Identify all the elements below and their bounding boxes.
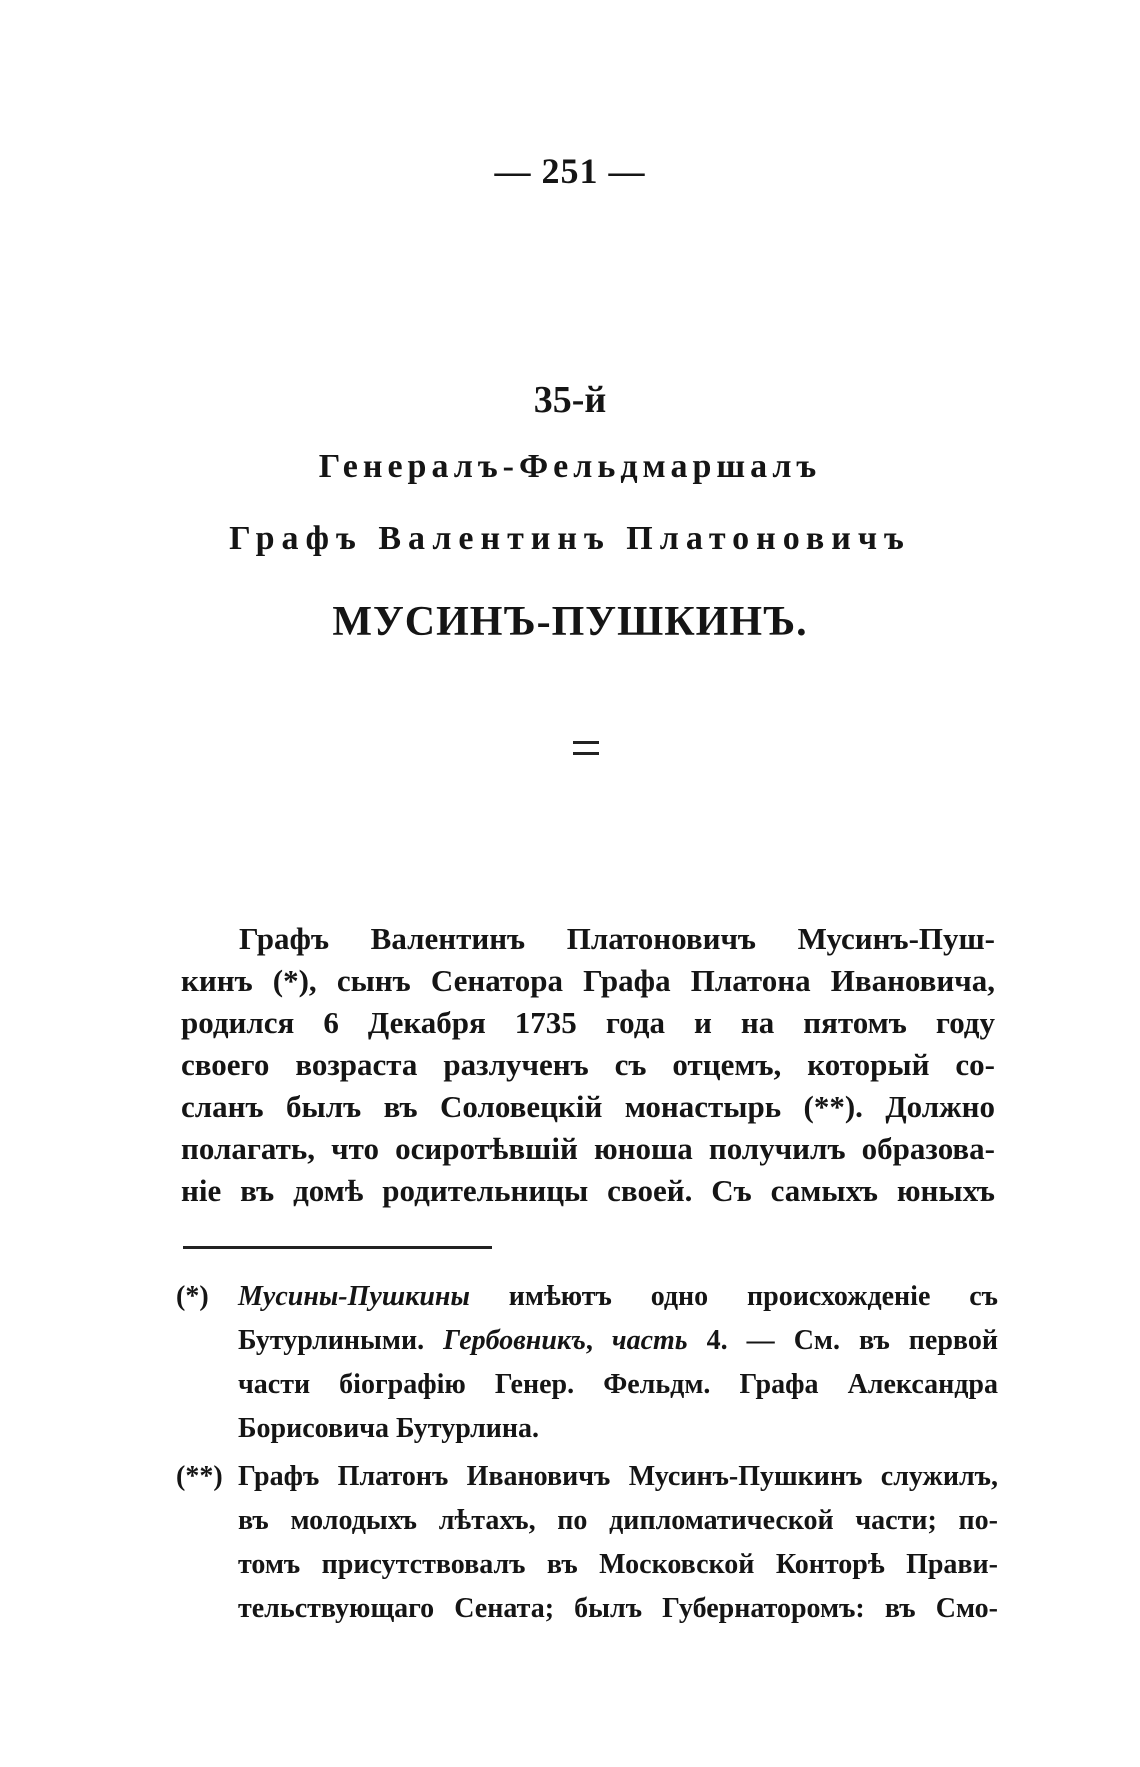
body-line: кинъ (*), сынъ Сенатора Графа Платона Ивановича, (181, 963, 995, 998)
body-line: сланъ былъ въ Соловецкій монастырь (**). Должно (181, 1089, 995, 1124)
footnote-marker: (**) (176, 1461, 223, 1492)
footnote-2 (176, 1455, 998, 1631)
body-paragraph (181, 918, 995, 1212)
footnote-1 (176, 1275, 998, 1451)
footnote-separator (183, 1246, 492, 1249)
body-line: своего возраста разлученъ съ отцемъ, который со- (181, 1047, 995, 1082)
footnotes (176, 1275, 998, 1631)
footnote-line: Бутурлиными. Гербовникъ, часть 4. — См. въ первой (238, 1325, 998, 1356)
body-line: ніе въ домѣ родительницы своей. Съ самыхъ юныхъ (181, 1173, 995, 1208)
body-line: полагать, что осиротѣвшій юноша получилъ образова- (181, 1131, 995, 1166)
footnote-marker: (*) (176, 1281, 209, 1312)
footnote-line: тельствующаго Сената; былъ Губернаторомъ: въ Смо- (238, 1593, 998, 1624)
footnote-line: части біографію Генер. Фельдм. Графа Александра (238, 1369, 998, 1400)
person-surname: МУСИНЪ-ПУШКИНЪ. (332, 599, 808, 645)
page-number: — 251 — (494, 151, 646, 191)
footnote-line: въ молодыхъ лѣтахъ, по дипломатической части; по- (238, 1505, 998, 1536)
body-line: родился 6 Декабря 1735 года и на пятомъ году (181, 1005, 995, 1040)
section-divider (573, 741, 599, 755)
person-full-name: Графъ Валентинъ Платоновичъ (229, 520, 911, 557)
body-line: Графъ Валентинъ Платоновичъ Мусинъ-Пуш- (239, 921, 995, 956)
footnote-line: Мусины-Пушкины имѣютъ одно происхожденіе съ (238, 1281, 998, 1312)
footnote-line: томъ присутствовалъ въ Московской Конторѣ Прави- (238, 1549, 998, 1580)
footnote-line: Борисовича Бутурлина. (238, 1413, 540, 1444)
rank-title: Генералъ-Фельдмаршалъ (318, 448, 822, 485)
footnote-line: Графъ Платонъ Ивановичъ Мусинъ-Пушкинъ служилъ, (238, 1461, 998, 1492)
chapter-number: 35-й (533, 379, 607, 421)
